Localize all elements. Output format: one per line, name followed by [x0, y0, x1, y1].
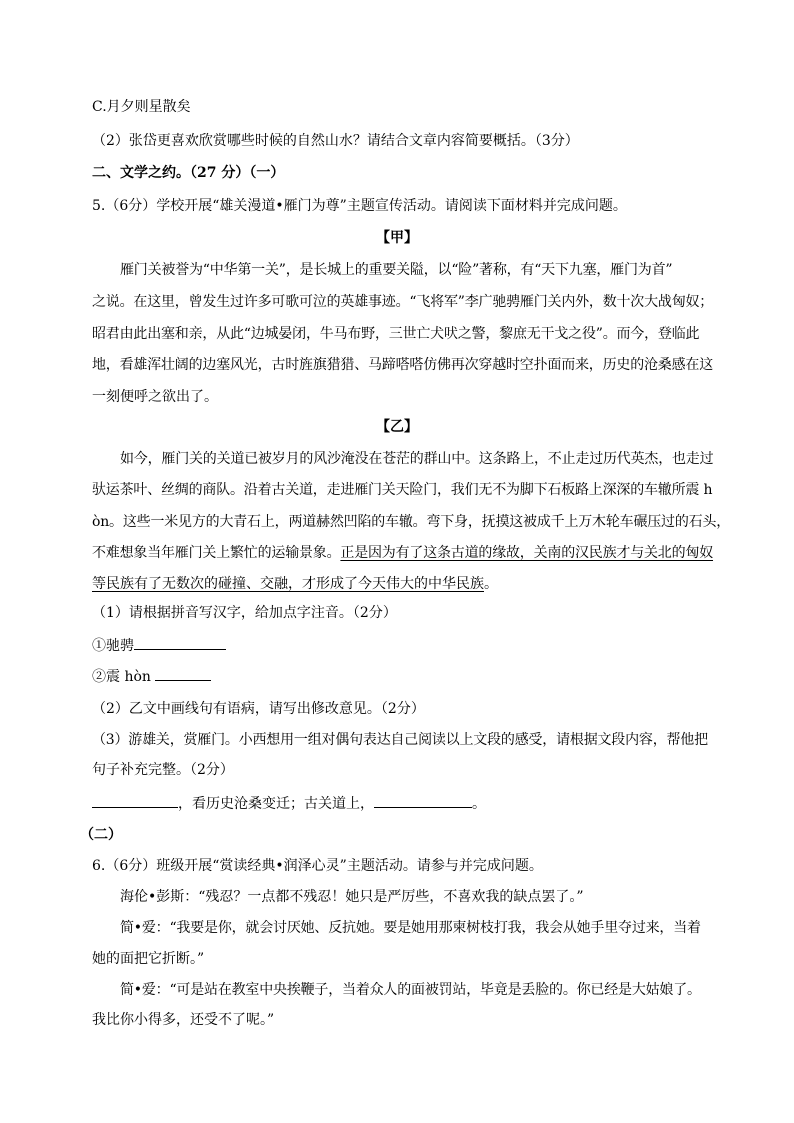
q5-yi-line-4-text: 不难想象当年雁门关上繁忙的运输景象。	[92, 545, 341, 561]
q5-jia-line-2: 之说。在这里，曾发生过许多可歌可泣的英雄事迹。“飞将军”李广驰骋雁门关内外，数十次大战匈奴；	[92, 294, 714, 310]
q5-fill-row	[92, 793, 732, 815]
q5-sub1: （1）请根据拼音写汉字，给加点字注音。（2分）	[92, 605, 397, 621]
q6-quote-2-line-1: 简•爱：“我要是你，就会讨厌她、反抗她。要是她用那柬树枝打我，我会从她手里夺过来，当着	[120, 920, 701, 936]
q5-yi-end: 。	[484, 576, 498, 592]
q6-quote-3-line-2: 我比你小得多，还受不了呢。”	[92, 1012, 275, 1028]
q5-yi-line-2: 驮运茶叶、丝绸的商队。沿着古关道，走进雁门关天险门，我们无不为脚下石板路上深深的车辙所震 h	[92, 482, 713, 498]
q5-sub3-line-1: （3）游雄关，赏雁门。小西想用一组对偶句表达自己阅读以上文段的感受，请根据文段内容，帮他把	[92, 732, 708, 748]
q6-quote-2-line-2: 她的面把它折断。”	[92, 951, 205, 967]
q5-item1-row	[92, 635, 732, 657]
q5-stem: 5.（6分）学校开展“雄关漫道•雁门为尊”主题宣传活动。请阅读下面材料并完成问题。	[92, 198, 627, 214]
q5-jia-title: 【甲】	[376, 230, 418, 246]
q5-yi-line-3: òn。这些一米见方的大青石上，两道赫然凹陷的车辙。弯下身，抚摸这被成千上万木轮车碾压过的石头，	[92, 514, 731, 530]
q5-jia-line-1: 雁门关被誉为“中华第一关”，是长城上的重要关隘，以“险”著称，有“天下九塞，雁门为首”	[120, 262, 673, 278]
q6-stem: 6.（6分）班级开展“赏读经典•润泽心灵”主题活动。请参与并完成问题。	[92, 858, 543, 874]
q5-item2-row	[92, 666, 732, 688]
q5-sub2: （2）乙文中画线句有语病，请写出修改意见。（2分）	[92, 701, 425, 717]
q6-quote-3-line-1: 简•爱：“可是站在教室中央挨鞭子，当着众人的面被罚站，毕竟是丢脸的。你已经是大姑娘了。	[120, 982, 701, 998]
section2-heading: 二、文学之约。（27 分）（一）	[92, 165, 285, 181]
q5-sub3-line-2: 句子补充完整。（2分）	[92, 762, 234, 778]
q5-yi-underline-1: 正是因为有了这条古道的缘故，关南的汉民族才与关北的匈奴	[340, 545, 714, 561]
q5-item1-label: ①驰骋	[92, 638, 134, 654]
q5-yi-title: 【乙】	[376, 419, 418, 435]
q5-yi-line-1: 如今，雁门关的关道已被岁月的风沙淹没在苍茫的群山中。这条路上，不止走过历代英杰，也走过	[120, 451, 714, 467]
q5-yi-line-4	[92, 543, 732, 565]
q5-item1-answer-blank[interactable]	[134, 635, 226, 650]
q5-fill-end: 。	[472, 796, 486, 812]
q4-sub2: （2）张岱更喜欢欣赏哪些时候的自然山水？请结合文章内容简要概括。（3分）	[92, 133, 579, 149]
q5-fill-mid: ，看历史沧桑变迁；古关道上，	[178, 796, 374, 812]
q5-yi-line-5	[92, 574, 732, 596]
q5-fill-blank-1[interactable]	[92, 793, 178, 808]
q6-quote-1: 海伦•彭斯：“残忍？一点都不残忍！她只是严厉些，不喜欢我的缺点罢了。”	[120, 889, 584, 905]
q5-item2-label: ②震 hòn	[92, 669, 151, 685]
part2-label: （二）	[80, 827, 122, 843]
q5-fill-blank-2[interactable]	[374, 793, 472, 808]
q5-yi-underline-2: 等民族有了无数次的碰撞、交融，才形成了今天伟大的中华民族	[92, 576, 484, 592]
q5-jia-line-5: 一刻便呼之欲出了。	[92, 389, 218, 405]
q5-item2-answer-blank[interactable]	[155, 666, 211, 681]
q5-jia-line-3: 昭君由此出塞和亲，从此“边城晏闭，牛马布野，三世亡犬吠之警，黎庶无干戈之役”。而今，登临此	[92, 326, 700, 342]
q4-option-c: C.月夕则星散矣	[92, 99, 191, 115]
q5-jia-line-4: 地，看雄浑壮阔的边塞风光，古时旌旗猎猎、马蹄嗒嗒仿佛再次穿越时空扑面而来，历史的沧桑感在这	[92, 357, 713, 373]
